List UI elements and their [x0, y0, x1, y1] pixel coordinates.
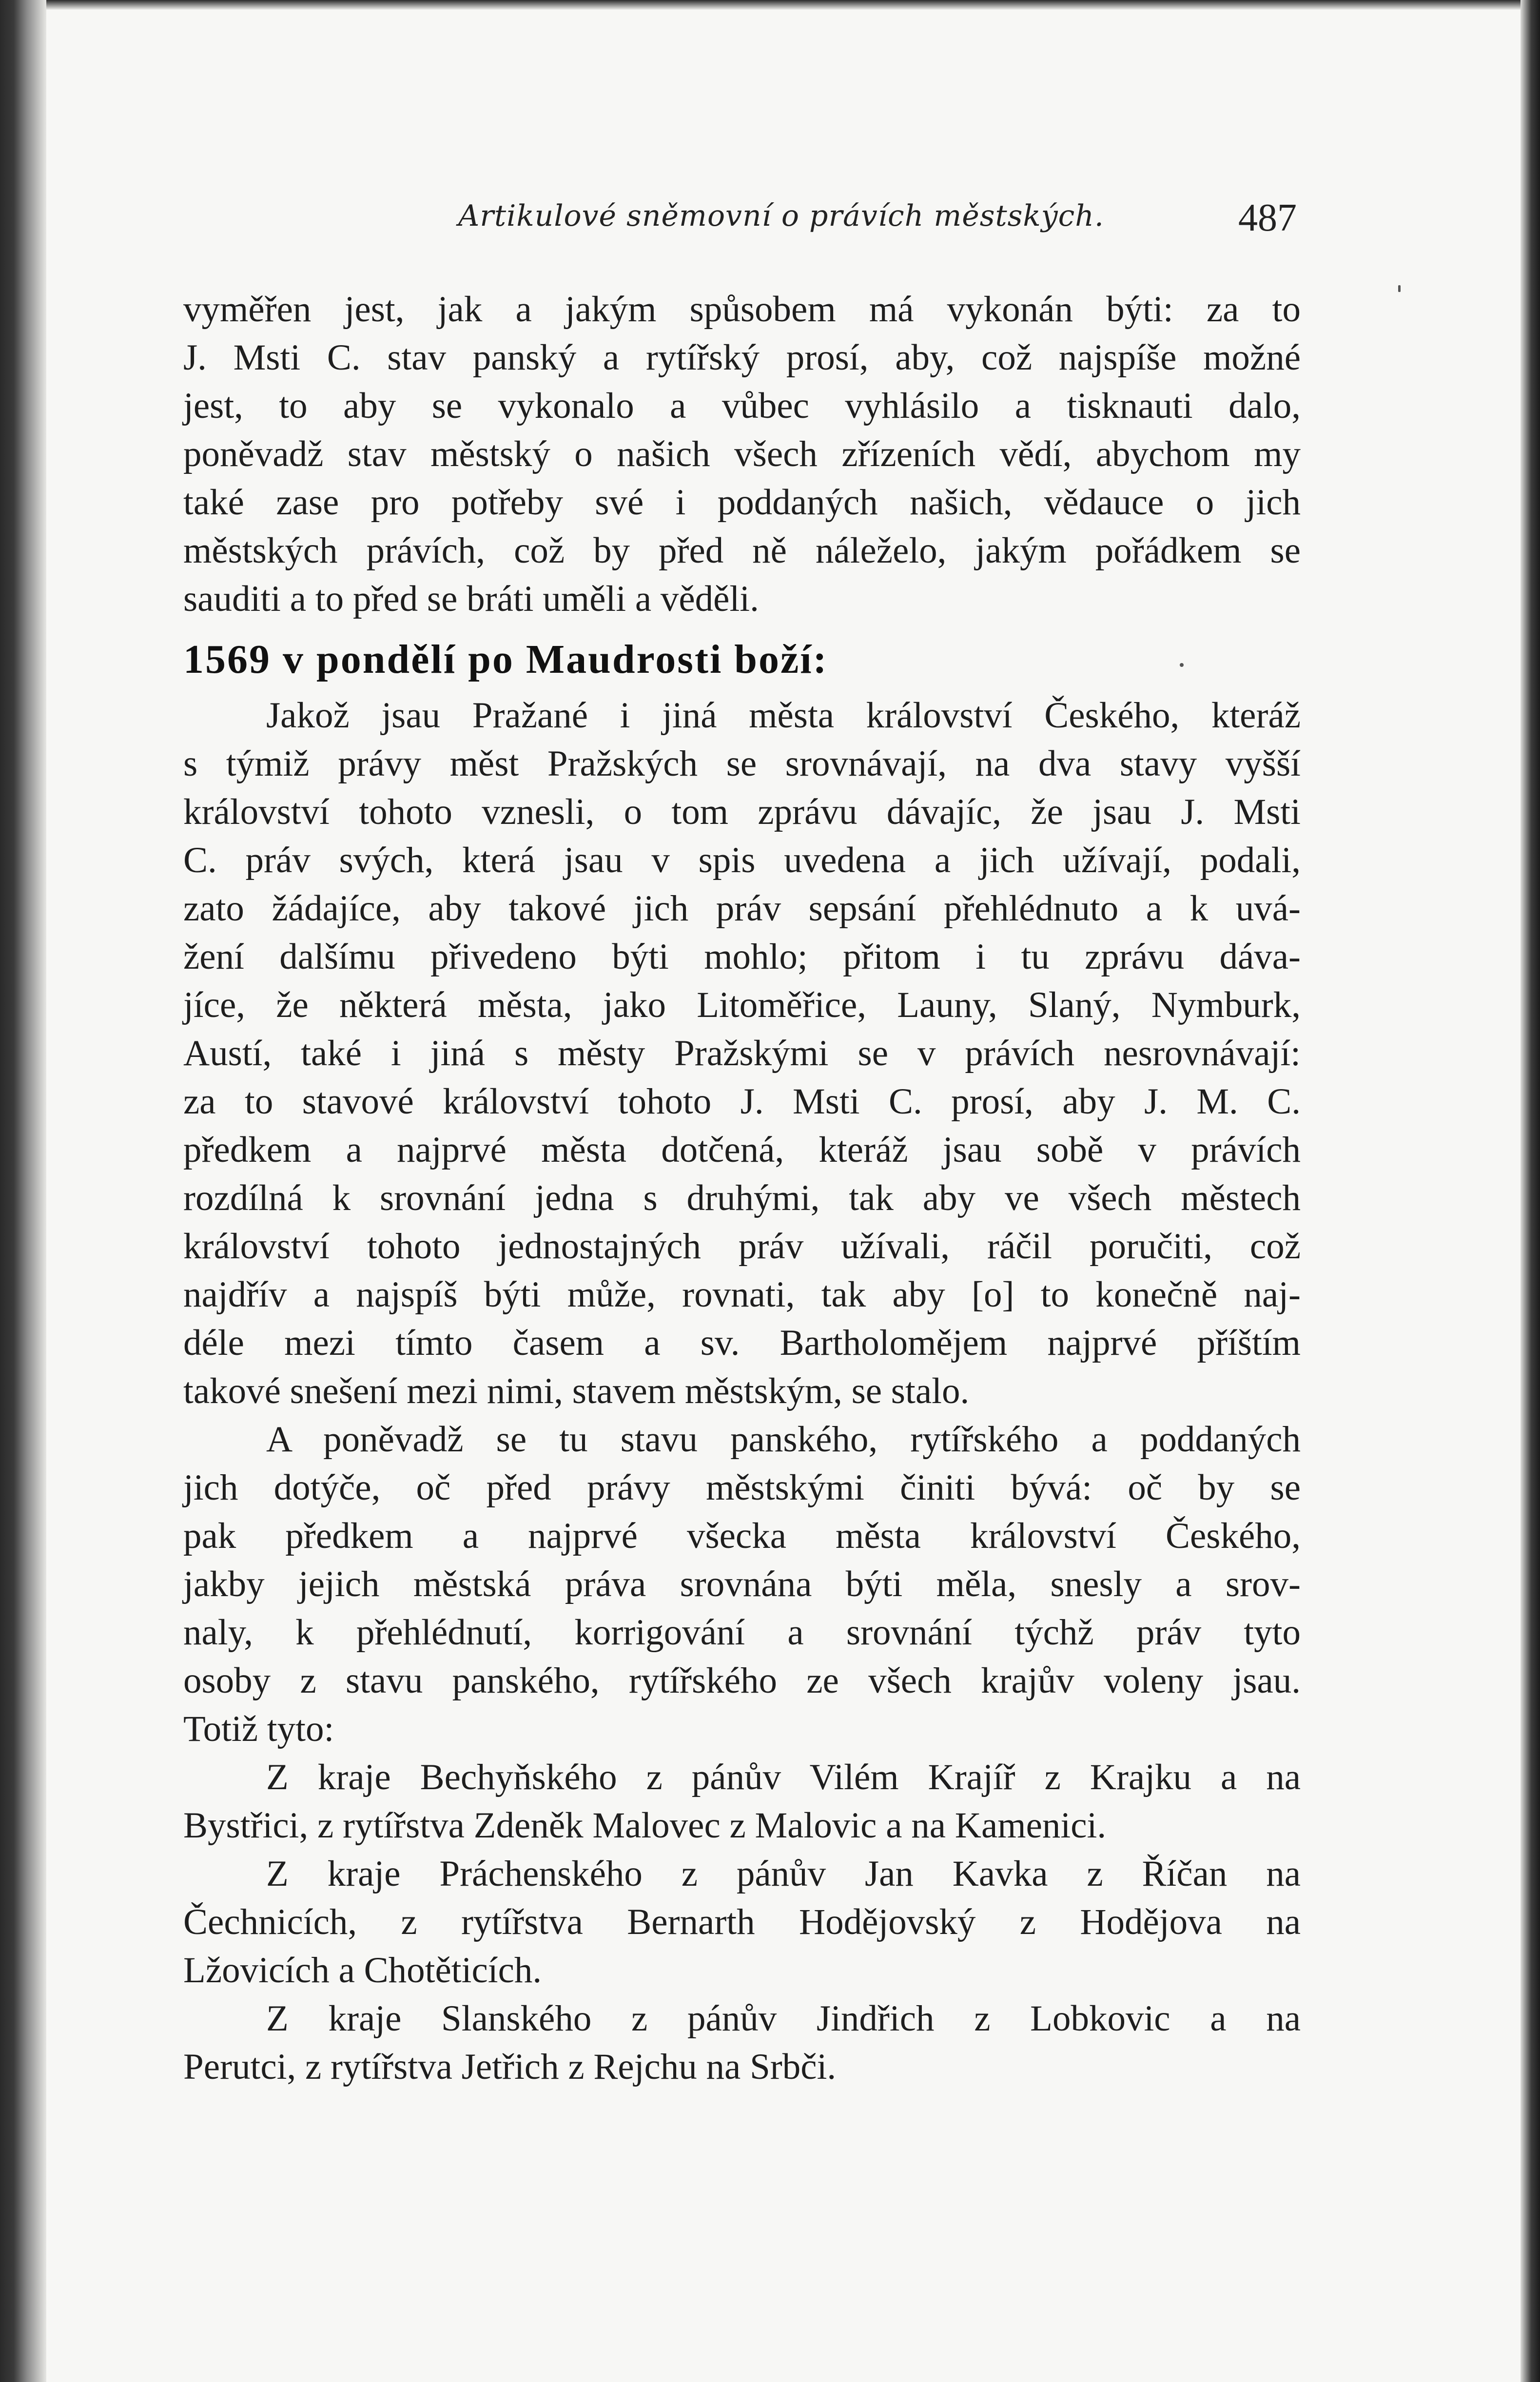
running-head: Artikulové sněmovní o právích městských.: [458, 199, 1104, 233]
text-line: sauditi a to před se bráti uměli a věděli.: [183, 579, 759, 619]
text-line: s týmiž právy měst Pražských se srovnávají, na dva stavy vyšší: [183, 743, 1301, 784]
text-line: Jakož jsau Pražané i jiná města království Českého, kteráž: [266, 695, 1301, 736]
paragraph-6: [183, 1994, 1301, 2091]
text-line: Bystřici, z rytířstva Zdeněk Malovec z Malovic a na Kamenici.: [183, 1805, 1107, 1846]
text-line: městských právích, což by před ně náleželo, jakým pořádkem se: [183, 530, 1301, 571]
text-line: jíce, že některá města, jako Litoměřice, Launy, Slaný, Nymburk,: [183, 985, 1301, 1025]
text-line: J. Msti C. stav panský a rytířský prosí, aby, což najspíše možné: [183, 337, 1301, 378]
ink-speck: [1398, 285, 1401, 292]
book-spine-shadow: [0, 0, 46, 2382]
text-line: království tohoto vznesli, o tom zprávu dávajíc, že jsau J. Msti: [183, 792, 1301, 832]
text-line: jest, to aby se vykonalo a vůbec vyhlásilo a tisknauti dalo,: [183, 386, 1301, 426]
paragraph-1: [183, 285, 1301, 623]
text-line: vyměřen jest, jak a jakým spůsobem má vykonán býti: za to: [183, 289, 1301, 330]
text-line: Čechnicích, z rytířstva Bernarth Hodějovský z Hodějova na: [183, 1902, 1301, 1942]
text-line: poněvadž stav městský o našich všech zřízeních vědí, abychom my: [183, 434, 1301, 474]
text-line: zato žádajíce, aby takové jich práv sepsání přehlédnuto a k uvá-: [183, 888, 1301, 929]
text-line: Lžovicích a Chotěticích.: [183, 1950, 542, 1991]
text-line: déle mezi tímto časem a sv. Bartholomějem najprvé příštím: [183, 1323, 1301, 1363]
page-right-shadow: [1521, 0, 1540, 2382]
text-line: Z kraje Práchenského z pánův Jan Kavka z Říčan na: [266, 1854, 1301, 1894]
paragraph-2: [183, 691, 1301, 1415]
text-line: za to stavové království tohoto J. Msti C. prosí, aby J. M. C.: [183, 1081, 1301, 1122]
ink-speck: [1180, 663, 1184, 667]
text-line: osoby z stavu panského, rytířského ze všech krajův voleny jsau.: [183, 1660, 1301, 1701]
page-top-shadow: [0, 0, 1540, 10]
text-line: Totiž tyto:: [183, 1709, 334, 1749]
text-line: pak předkem a najprvé všecka města království Českého,: [183, 1516, 1301, 1556]
text-line: království tohoto jednostajných práv užívali, ráčil poručiti, což: [183, 1226, 1301, 1267]
body-text: [183, 285, 1301, 2091]
text-line: rozdílná k srovnání jedna s druhými, tak aby ve všech městech: [183, 1178, 1301, 1218]
text-line: jich dotýče, oč před právy městskými činiti bývá: oč by se: [183, 1467, 1301, 1508]
page-number: 487: [1238, 196, 1297, 239]
text-line: Z kraje Slanského z pánův Jindřich z Lobkovic a na: [266, 1998, 1301, 2039]
text-line: najdřív a najspíš býti může, rovnati, tak aby [o] to konečně naj-: [183, 1274, 1301, 1315]
paragraph-4: [183, 1753, 1301, 1850]
text-line: předkem a najprvé města dotčená, kteráž jsau sobě v právích: [183, 1130, 1301, 1170]
text-line: jakby jejich městská práva srovnána býti měla, snesly a srov-: [183, 1564, 1301, 1604]
text-line: takové snešení mezi nimi, stavem městským, se stalo.: [183, 1371, 970, 1411]
section-heading: 1569 v pondělí po Maudrosti boží:: [183, 637, 828, 682]
text-line: také zase pro potřeby své i poddaných našich, vědauce o jich: [183, 482, 1301, 523]
text-line: Austí, také i jiná s městy Pražskými se v právích nesrovnávají:: [183, 1033, 1301, 1074]
text-line: naly, k přehlédnutí, korrigování a srovnání týchž práv tyto: [183, 1612, 1301, 1653]
text-line: Z kraje Bechyňského z pánův Vilém Krajíř z Krajku a na: [266, 1757, 1301, 1797]
paragraph-3: [183, 1415, 1301, 1753]
paragraph-5: [183, 1850, 1301, 1994]
text-line: Perutci, z rytířstva Jetřich z Rejchu na Srbči.: [183, 2047, 837, 2087]
text-line: A poněvadž se tu stavu panského, rytířského a poddaných: [266, 1419, 1301, 1460]
text-line: žení dalšímu přivedeno býti mohlo; přitom i tu zprávu dáva-: [183, 937, 1301, 977]
text-line: C. práv svých, která jsau v spis uvedena a jich užívají, podali,: [183, 840, 1301, 880]
